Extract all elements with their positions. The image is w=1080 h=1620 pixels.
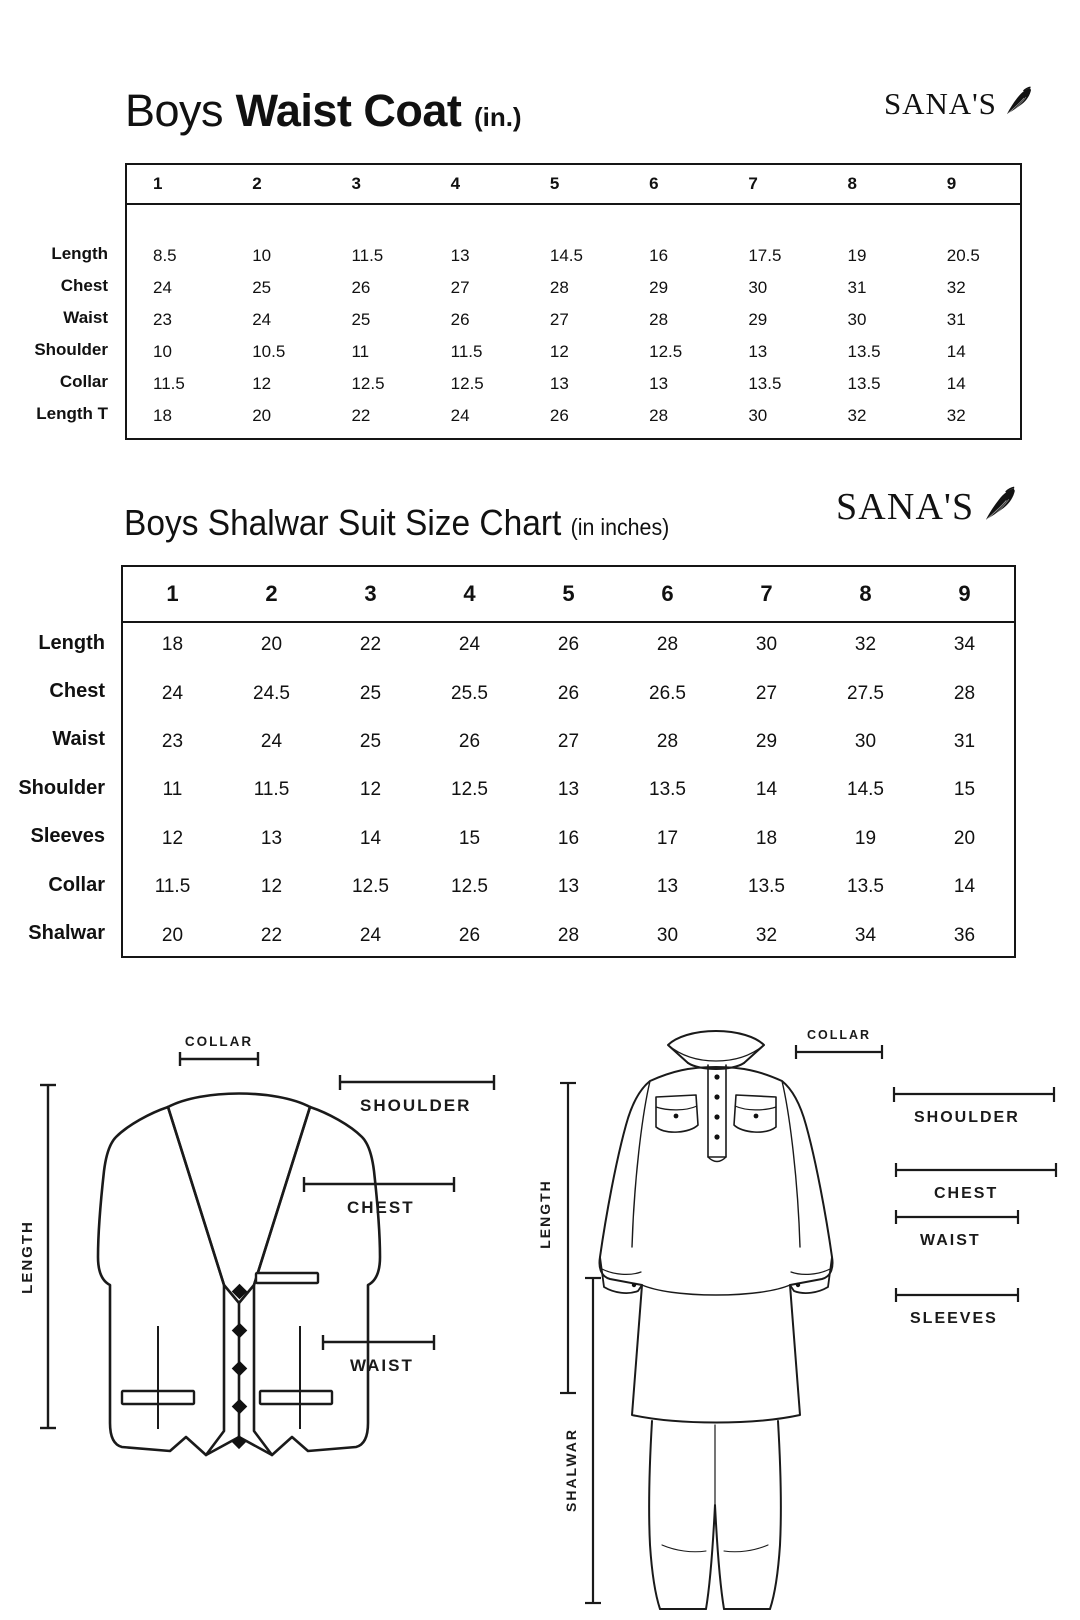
table-cell: 11.5 (253, 779, 290, 801)
waistcoat-title-unit: (in.) (473, 102, 522, 132)
feather-flourish-icon (1000, 86, 1034, 121)
table-cell: 30 (656, 924, 679, 946)
table-cell: 13.5 (748, 876, 785, 898)
shalwar-title-unit: (in inches) (570, 514, 670, 540)
table-cell: 27 (450, 278, 470, 297)
row-label: Chest (60, 276, 108, 295)
table-cell: 11.5 (450, 342, 483, 361)
length-label: LENGTH (537, 1179, 553, 1249)
row-label: Length T (36, 404, 108, 423)
table-cell: 13.5 (748, 374, 782, 393)
column-header: 9 (958, 581, 971, 606)
column-header: 7 (760, 581, 773, 606)
table-cell: 20 (953, 827, 976, 849)
table-cell: 24 (359, 924, 382, 946)
brand-logo (836, 486, 1019, 527)
column-header: 8 (847, 174, 858, 193)
waistcoat-title-light: Boys (125, 85, 224, 136)
table-cell: 28 (656, 730, 679, 752)
table-cell: 13.5 (847, 342, 881, 361)
table-cell: 29 (755, 730, 778, 752)
table-cell: 25 (252, 278, 272, 297)
table-cell: 26 (557, 634, 580, 656)
table-cell: 13 (557, 779, 580, 801)
table-cell: 28 (953, 682, 976, 704)
table-cell: 30 (748, 278, 768, 297)
table-cell: 12.5 (451, 779, 488, 801)
measurement-diagrams (0, 985, 1080, 1620)
table-cell: 24 (161, 682, 184, 704)
table-cell: 16 (557, 827, 580, 849)
table-cell: 20.5 (946, 246, 980, 265)
table-cell: 10 (252, 246, 272, 265)
table-cell: 24.5 (253, 682, 290, 704)
collar-label: COLLAR (806, 1028, 872, 1042)
table-cell: 18 (153, 406, 172, 425)
row-label: Shoulder (34, 340, 108, 359)
table-cell: 31 (953, 730, 976, 752)
table-cell: 14 (946, 342, 966, 361)
shalwar-row-label-column (0, 619, 105, 958)
table-cell: 19 (847, 246, 867, 265)
table-cell: 11.5 (154, 876, 191, 898)
table-cell: 13.5 (649, 779, 686, 801)
shalwar-label: SHALWAR (563, 1428, 579, 1512)
table-cell: 34 (854, 924, 877, 946)
table-cell: 18 (755, 827, 778, 849)
table-cell: 8.5 (153, 246, 177, 265)
table-cell: 25 (359, 730, 382, 752)
waist-measure-bracket (896, 1210, 1018, 1224)
shoulder-label: SHOULDER (914, 1109, 1020, 1126)
column-header: 5 (562, 581, 575, 606)
column-header: 3 (364, 581, 377, 606)
shalwar-table-grid (123, 567, 1014, 956)
shoulder-measure-bracket (894, 1087, 1054, 1102)
table-cell: 30 (755, 634, 778, 656)
column-header: 8 (859, 581, 872, 606)
table-cell: 27 (755, 682, 778, 704)
chest-measure-bracket (896, 1163, 1056, 1177)
waist-label: WAIST (920, 1232, 981, 1249)
table-cell: 26.5 (649, 682, 686, 704)
table-cell: 14.5 (847, 779, 884, 801)
table-cell: 32 (946, 406, 966, 425)
table-cell: 10 (153, 342, 172, 361)
table-top-spacer (127, 203, 1020, 240)
chest-measure-bracket (304, 1177, 454, 1192)
table-cell: 26 (549, 406, 569, 425)
waistcoat-page-title (125, 85, 522, 136)
table-cell: 12.5 (352, 876, 389, 898)
shalwar-page-title (124, 502, 670, 543)
table-cell: 12 (161, 827, 184, 849)
table-cell: 14.5 (549, 246, 583, 265)
table-cell: 28 (649, 406, 669, 425)
table-cell: 31 (847, 278, 867, 297)
table-cell: 15 (458, 827, 481, 849)
table-cell: 24 (252, 310, 272, 329)
table-cell: 30 (748, 406, 768, 425)
row-label: Collar (59, 372, 108, 391)
table-cell: 27 (557, 730, 580, 752)
table-cell: 28 (549, 278, 569, 297)
table-cell: 12.5 (649, 342, 683, 361)
waist-label: WAIST (350, 1356, 414, 1375)
table-cell: 12.5 (351, 374, 385, 393)
chest-label: CHEST (934, 1185, 999, 1202)
table-cell: 12.5 (450, 374, 484, 393)
table-cell: 25.5 (451, 682, 488, 704)
row-label: Waist (63, 308, 108, 327)
column-header: 4 (463, 581, 476, 606)
table-cell: 31 (946, 310, 966, 329)
table-cell: 28 (649, 310, 669, 329)
table-cell: 14 (953, 876, 976, 898)
brand-name: SANA'S (836, 485, 975, 528)
column-header: 2 (252, 174, 262, 193)
column-header: 2 (265, 581, 278, 606)
waistcoat-table-grid (127, 165, 1020, 438)
row-label: Length (51, 244, 108, 263)
table-cell: 17 (656, 827, 679, 849)
shalwar-size-table (121, 565, 1016, 958)
row-label: Collar (48, 873, 105, 896)
table-cell: 26 (458, 924, 481, 946)
table-cell: 19 (854, 827, 877, 849)
table-cell: 20 (161, 924, 184, 946)
table-cell: 12 (252, 374, 272, 393)
table-cell: 16 (649, 246, 669, 265)
table-cell: 22 (351, 406, 371, 425)
row-label: Shoulder (18, 776, 105, 799)
table-cell: 13.5 (847, 876, 884, 898)
table-cell: 14 (359, 827, 382, 849)
table-cell: 32 (946, 278, 966, 297)
column-header: 9 (946, 174, 957, 193)
length-measure-bracket (40, 1085, 56, 1428)
table-cell: 17.5 (748, 246, 782, 265)
collar-measure-bracket (180, 1052, 258, 1066)
sleeves-measure-bracket (896, 1288, 1018, 1302)
table-cell: 27 (549, 310, 569, 329)
column-header: 7 (748, 174, 758, 193)
shalwar-measure-bracket (585, 1278, 601, 1603)
table-cell: 18 (161, 634, 184, 656)
length-label: LENGTH (19, 1220, 36, 1294)
row-label: Length (38, 631, 105, 654)
column-header: 1 (153, 174, 163, 193)
table-cell: 15 (953, 779, 976, 801)
table-cell: 20 (252, 406, 272, 425)
table-cell: 32 (854, 634, 877, 656)
table-cell: 34 (953, 634, 976, 656)
column-header: 1 (166, 581, 179, 606)
table-cell: 20 (260, 634, 283, 656)
row-label: Shalwar (28, 922, 105, 945)
table-cell: 30 (854, 730, 877, 752)
table-cell: 29 (748, 310, 768, 329)
table-cell: 11 (162, 779, 183, 801)
shalwar-suit-diagram (510, 985, 1070, 1620)
table-cell: 12 (260, 876, 283, 898)
button-icon (632, 1074, 800, 1287)
table-cell: 28 (557, 924, 580, 946)
table-cell: 12 (549, 342, 569, 361)
table-cell: 12 (359, 779, 382, 801)
table-cell: 22 (260, 924, 283, 946)
waistcoat-size-table (125, 163, 1022, 440)
table-cell: 26 (351, 278, 371, 297)
table-cell: 13 (260, 827, 283, 849)
waistcoat-row-label-column (0, 238, 108, 430)
table-cell: 28 (656, 634, 679, 656)
table-cell: 13 (649, 374, 669, 393)
table-cell: 14 (755, 779, 778, 801)
table-cell: 13 (748, 342, 768, 361)
table-cell: 23 (161, 730, 184, 752)
table-cell: 30 (847, 310, 867, 329)
table-cell: 24 (260, 730, 283, 752)
table-cell: 26 (458, 730, 481, 752)
table-cell: 24 (450, 406, 470, 425)
table-cell: 13 (557, 876, 580, 898)
table-cell: 13.5 (847, 374, 881, 393)
table-cell: 26 (450, 310, 470, 329)
table-cell: 14 (946, 374, 966, 393)
table-cell: 36 (953, 924, 976, 946)
table-cell: 24 (458, 634, 481, 656)
shoulder-measure-bracket (340, 1075, 494, 1090)
column-header: 6 (661, 581, 674, 606)
column-header: 5 (549, 174, 560, 193)
brand-logo (884, 86, 1034, 121)
table-cell: 11.5 (351, 246, 384, 265)
brand-name: SANA'S (884, 86, 997, 121)
waistcoat-title-bold: Waist Coat (235, 85, 462, 136)
table-cell: 11.5 (153, 374, 185, 393)
table-cell: 32 (847, 406, 867, 425)
shoulder-label: SHOULDER (360, 1096, 472, 1115)
table-cell: 22 (359, 634, 382, 656)
shalwar-title-text: Boys Shalwar Suit Size Chart (124, 502, 562, 543)
sleeves-label: SLEEVES (910, 1310, 998, 1327)
table-cell: 26 (557, 682, 580, 704)
table-cell: 25 (351, 310, 371, 329)
length-measure-bracket (560, 1083, 576, 1393)
table-cell: 13 (450, 246, 470, 265)
waist-measure-bracket (323, 1335, 434, 1350)
chest-label: CHEST (347, 1198, 415, 1217)
table-cell: 32 (755, 924, 778, 946)
table-cell: 25 (359, 682, 382, 704)
waistcoat-diagram (10, 985, 510, 1620)
collar-measure-bracket (796, 1045, 882, 1059)
row-label: Chest (49, 680, 105, 703)
table-cell: 27.5 (847, 682, 884, 704)
table-cell: 29 (649, 278, 669, 297)
feather-flourish-icon (977, 486, 1019, 527)
table-cell: 13 (549, 374, 569, 393)
row-label: Waist (52, 728, 105, 751)
table-cell: 24 (153, 278, 172, 297)
column-header: 4 (450, 174, 461, 193)
table-cell: 12.5 (451, 876, 488, 898)
row-label: Sleeves (30, 825, 105, 848)
table-cell: 11 (351, 342, 370, 361)
table-cell: 10.5 (252, 342, 286, 361)
table-cell: 23 (153, 310, 172, 329)
table-cell: 13 (656, 876, 679, 898)
column-header: 3 (351, 174, 361, 193)
column-header: 6 (649, 174, 659, 193)
collar-label: COLLAR (184, 1034, 254, 1049)
